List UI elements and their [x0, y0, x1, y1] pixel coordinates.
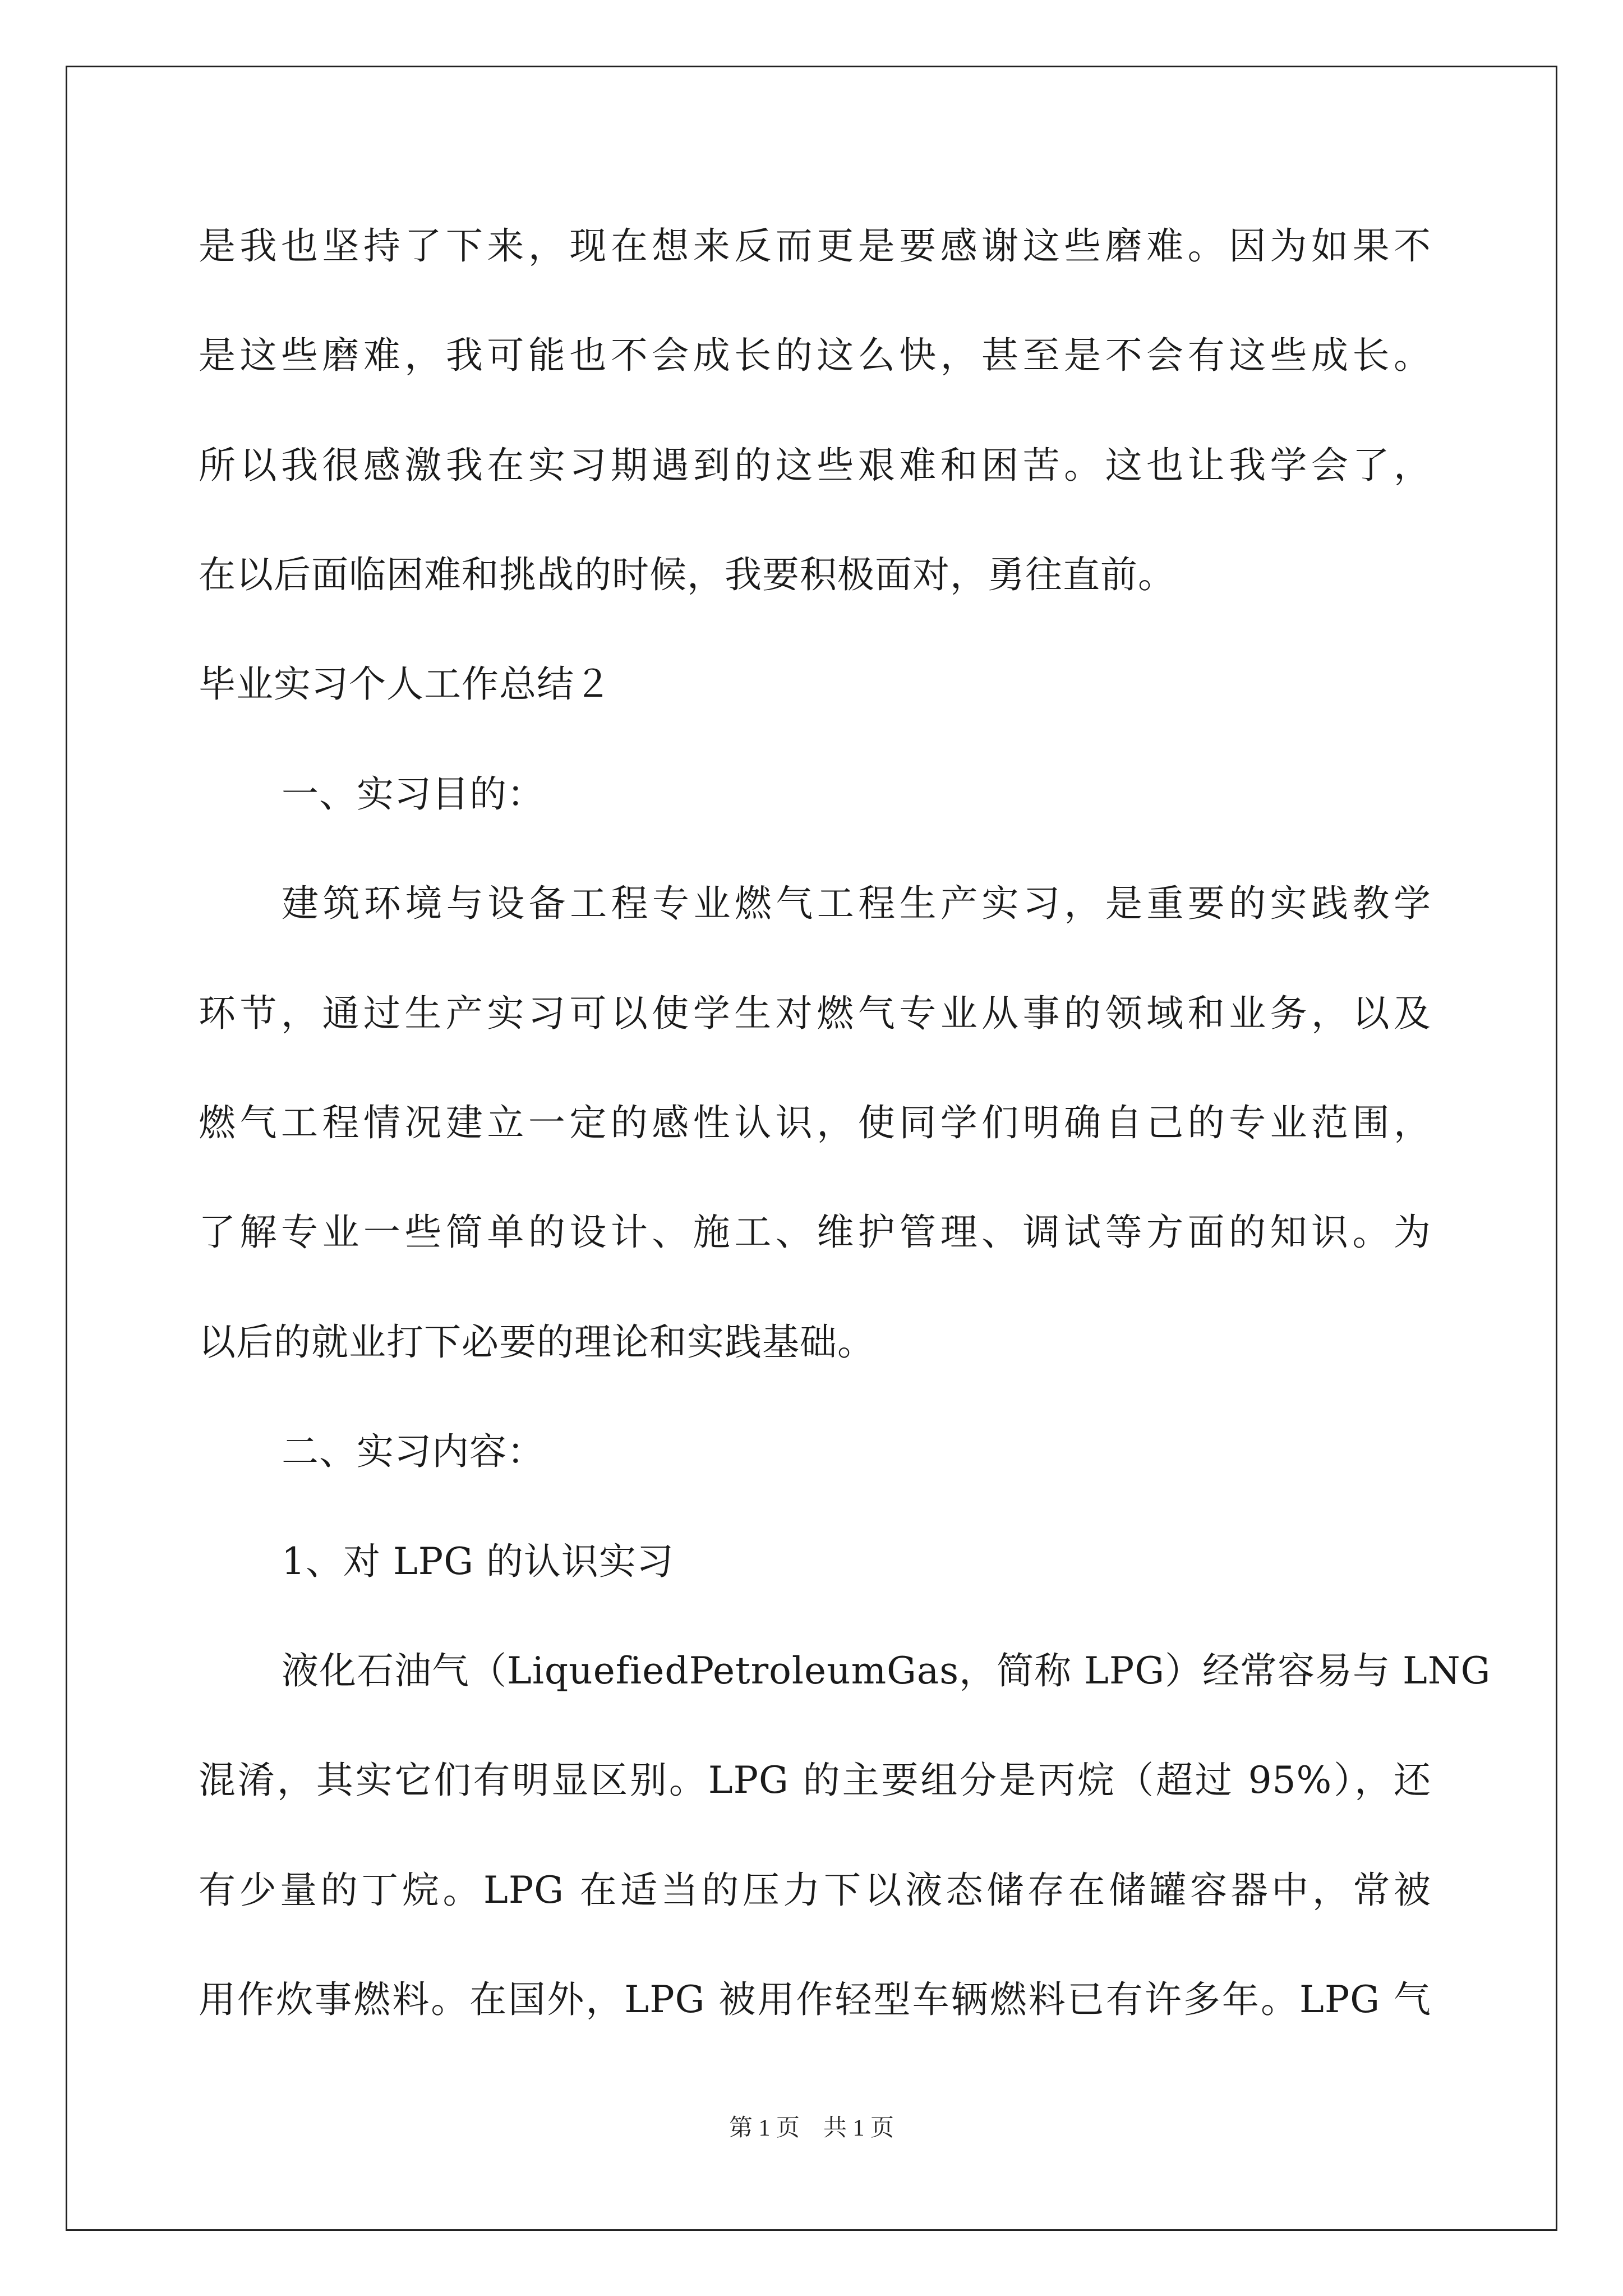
paragraph-line: 有少量的丁烷。LPG 在适当的压力下以液态储存在储罐容器中，常被 [199, 1869, 1431, 1912]
paragraph-line: 是这些磨难，我可能也不会成长的这么快，甚至是不会有这些成长。 [199, 334, 1431, 377]
paragraph-line: 是我也坚持了下来，现在想来反而更是要感谢这些磨难。因为如果不 [199, 224, 1431, 268]
page-number-footer: 第 1 页 共 1 页 [728, 2115, 894, 2141]
subheading-lpg: 1、对 LPG 的认识实习 [282, 1540, 674, 1583]
heading-purpose: 一、实习目的： [282, 772, 545, 816]
paragraph-line: 混淆，其实它们有明显区别。LPG 的主要组分是丙烷（超过 95%），还 [199, 1759, 1431, 1802]
paragraph-line: 环节，通过生产实习可以使学生对燃气专业从事的领域和业务，以及 [199, 992, 1431, 1035]
paragraph-line: 以后的就业打下必要的理论和实践基础。 [199, 1320, 875, 1364]
paragraph-line: 燃气工程情况建立一定的感性认识，使同学们明确自己的专业范围， [199, 1101, 1431, 1144]
paragraph-line: 在以后面临困难和挑战的时候，我要积极面对，勇往直前。 [199, 553, 1175, 596]
heading-content: 二、实习内容： [282, 1430, 545, 1473]
paragraph-line: 所以我很感激我在实习期遇到的这些艰难和困苦。这也让我学会了， [199, 444, 1431, 487]
paragraph-line: 用作炊事燃料。在国外，LPG 被用作轻型车辆燃料已有许多年。LPG 气 [199, 1978, 1431, 2021]
paragraph-line: 液化石油气（LiquefiedPetroleumGas，简称 LPG）经常容易与 LNG [282, 1649, 1491, 1692]
paragraph-line: 建筑环境与设备工程专业燃气工程生产实习，是重要的实践教学 [282, 882, 1431, 925]
section-title: 毕业实习个人工作总结２ [199, 662, 612, 706]
paragraph-line: 了解专业一些简单的设计、施工、维护管理、调试等方面的知识。为 [199, 1211, 1431, 1254]
